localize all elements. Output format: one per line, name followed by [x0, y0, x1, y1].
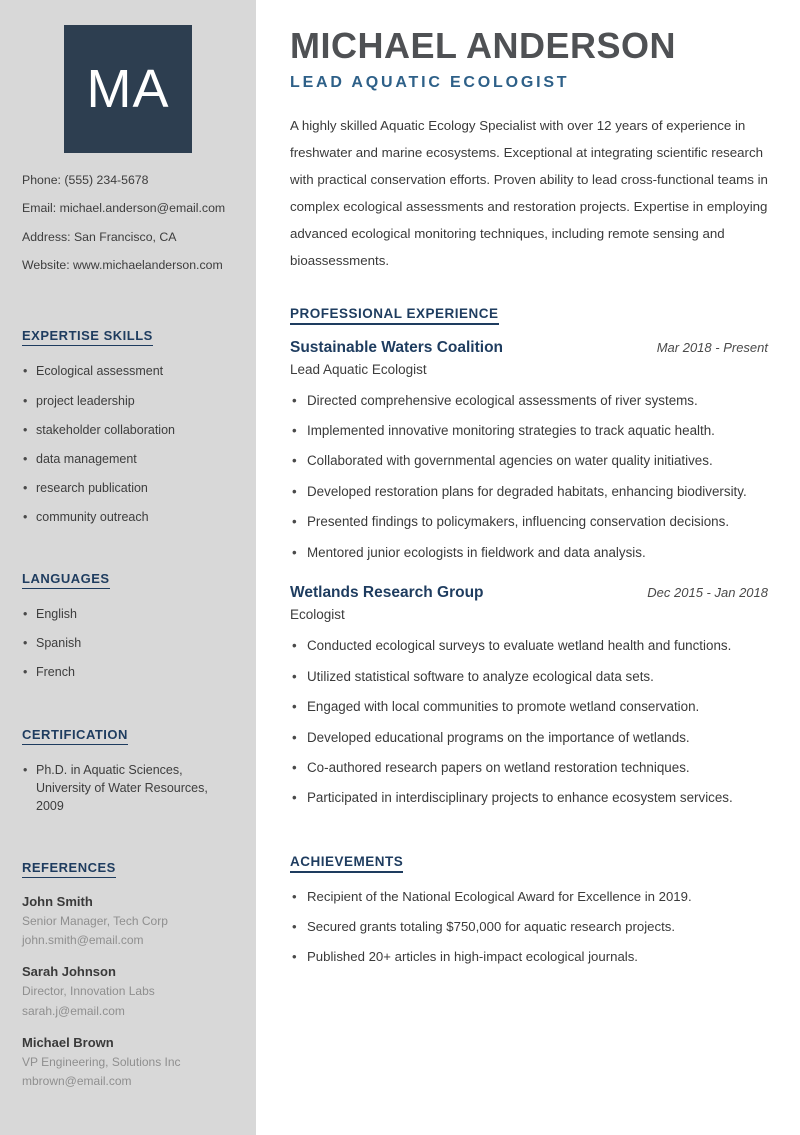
language-item: • French: [22, 663, 234, 681]
reference-role: Director, Innovation Labs: [22, 984, 155, 999]
avatar: [64, 25, 192, 153]
contact-phone: Phone: (555) 234-5678: [22, 173, 149, 187]
reference-name: John Smith: [22, 893, 93, 909]
job-header: [290, 584, 768, 602]
section-heading-expertise-skills: EXPERTISE SKILLS: [22, 328, 153, 346]
skill-item: • Ecological assessment: [22, 362, 234, 380]
certification-section: [22, 693, 234, 815]
job-bullet: • Utilized statistical software to analyze ecological data sets.: [290, 667, 768, 686]
professional-summary: A highly skilled Aquatic Ecology Specialist with over 12 years of experience in freshwater and marine ecosystems. Exceptional at integrating scientific research with practical conservation efforts. Proven ability to lead cross-functional teams in complex ecological assessments and restoration projects. Expertise in employing advanced ecological monitoring techniques, including remote sensing and bioassessments.: [290, 117, 768, 268]
reference-email: john.smith@email.com: [22, 933, 144, 948]
contact-info: [22, 173, 234, 273]
job-header: [290, 339, 768, 357]
achievement-bullet: • Recipient of the National Ecological Award for Excellence in 2019.: [290, 887, 768, 906]
skill-item: • community outreach: [22, 508, 234, 526]
reference-role: VP Engineering, Solutions Inc: [22, 1054, 181, 1069]
section-heading-languages: LANGUAGES: [22, 571, 110, 589]
language-item: • English: [22, 605, 234, 623]
reference-entry: [22, 894, 234, 948]
section-heading-certification: CERTIFICATION: [22, 727, 128, 745]
skill-item: • data management: [22, 450, 234, 468]
company-name: Wetlands Research Group: [290, 584, 484, 602]
job-bullet: • Co-authored research papers on wetland restoration techniques.: [290, 758, 768, 777]
contact-website: Website: www.michaelanderson.com: [22, 258, 223, 273]
section-heading-references: REFERENCES: [22, 860, 116, 878]
sidebar: [0, 0, 256, 1135]
job-bullet: • Developed educational programs on the importance of wetlands.: [290, 728, 768, 747]
employment-dates: Mar 2018 - Present: [656, 339, 768, 355]
page-title: MICHAEL ANDERSON: [290, 25, 677, 66]
reference-email: sarah.j@email.com: [22, 1003, 125, 1018]
languages-section: [22, 537, 234, 681]
references-section: [22, 826, 234, 1089]
job-bullet: • Collaborated with governmental agencies on water quality initiatives.: [290, 451, 768, 470]
reference-name: Michael Brown: [22, 1034, 114, 1050]
reference-entry: [22, 964, 234, 1018]
reference-entry: [22, 1035, 234, 1089]
main-content: [256, 0, 800, 1135]
job-bullet-list: [290, 391, 768, 563]
achievement-bullet: • Published 20+ articles in high-impact ecological journals.: [290, 947, 768, 966]
skill-item: • project leadership: [22, 392, 234, 410]
certification-item: • Ph.D. in Aquatic Sciences, University of Water Resources, 2009: [22, 761, 234, 815]
job-bullet: • Directed comprehensive ecological assessments of river systems.: [290, 391, 768, 410]
language-item: • Spanish: [22, 634, 234, 652]
job-role: Ecologist: [290, 607, 345, 623]
contact-address: Address: San Francisco, CA: [22, 229, 177, 244]
job-bullet: • Mentored junior ecologists in fieldwork and data analysis.: [290, 543, 768, 562]
avatar-initials: MA: [86, 59, 170, 119]
company-name: Sustainable Waters Coalition: [290, 338, 504, 356]
job-title-headline: LEAD AQUATIC ECOLOGIST: [290, 73, 570, 91]
job-bullet: • Engaged with local communities to promote wetland conservation.: [290, 697, 768, 716]
job-bullet: • Implemented innovative monitoring strategies to track aquatic health.: [290, 421, 768, 440]
job-bullet-list: [290, 636, 768, 808]
job-bullet: • Presented findings to policymakers, influencing conservation decisions.: [290, 512, 768, 531]
job-entry: [290, 584, 768, 808]
skill-item: • research publication: [22, 479, 234, 497]
job-bullet: • Participated in interdisciplinary projects to enhance ecosystem services.: [290, 788, 768, 807]
section-heading-professional-experience: PROFESSIONAL EXPERIENCE: [290, 306, 499, 325]
reference-name: Sarah Johnson: [22, 964, 116, 980]
job-bullet: • Developed restoration plans for degraded habitats, enhancing biodiversity.: [290, 482, 768, 501]
achievements-list: [290, 887, 768, 966]
reference-email: mbrown@email.com: [22, 1073, 132, 1088]
languages-list: [22, 605, 234, 681]
job-role: Lead Aquatic Ecologist: [290, 361, 427, 377]
section-heading-achievements: ACHIEVEMENTS: [290, 854, 403, 873]
reference-role: Senior Manager, Tech Corp: [22, 913, 168, 928]
contact-email: Email: michael.anderson@email.com: [22, 201, 226, 216]
achievement-bullet: • Secured grants totaling $750,000 for aquatic research projects.: [290, 917, 768, 936]
expertise-skills-section: [22, 286, 234, 526]
job-bullet: • Conducted ecological surveys to evaluate wetland health and functions.: [290, 636, 768, 655]
expertise-skills-list: [22, 362, 234, 526]
employment-dates: Dec 2015 - Jan 2018: [647, 585, 768, 601]
skill-item: • stakeholder collaboration: [22, 421, 234, 439]
job-entry: [290, 339, 768, 563]
certification-list: [22, 761, 234, 815]
